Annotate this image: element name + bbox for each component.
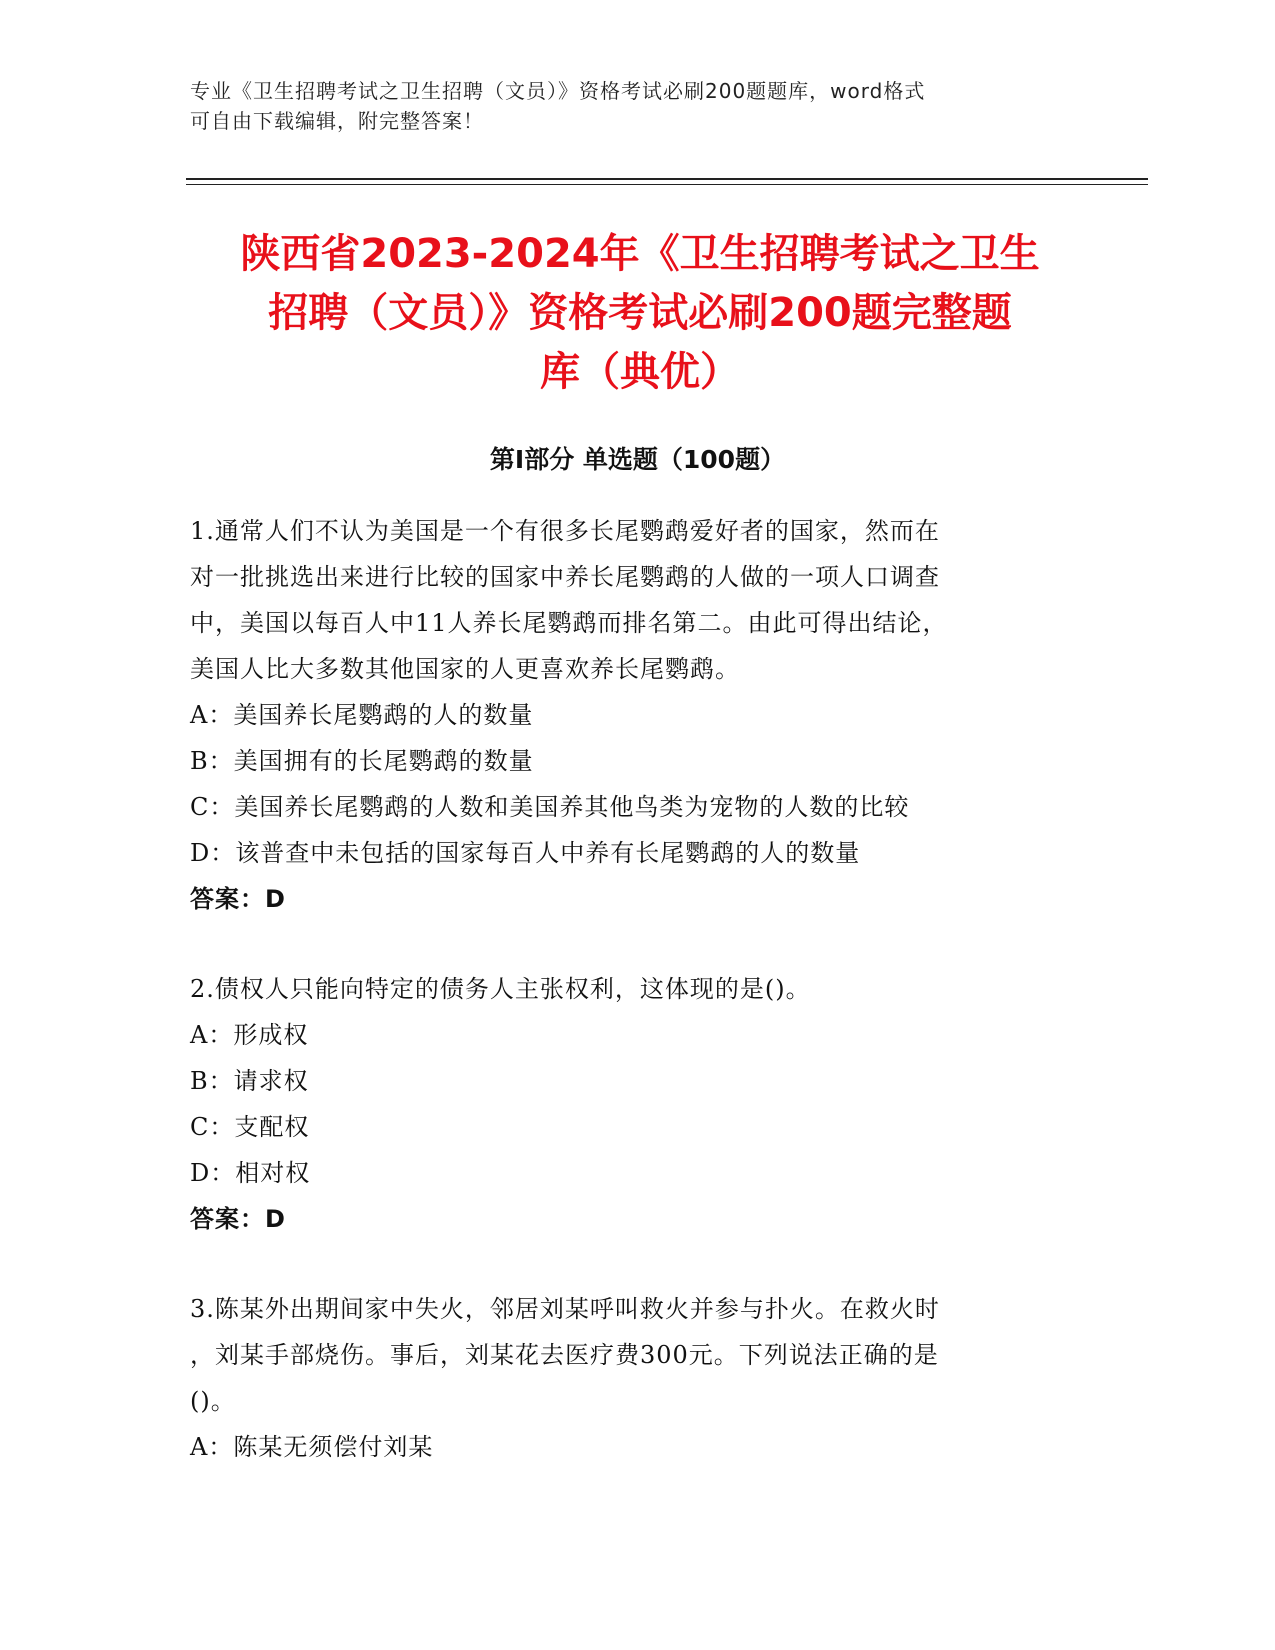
title-line: 库（典优） bbox=[540, 349, 740, 395]
question-block bbox=[190, 1286, 1090, 1470]
header-divider bbox=[186, 184, 1148, 185]
question-stem-line: 3.陈某外出期间家中失火，邻居刘某呼叫救火并参与扑火。在救火时 bbox=[190, 1295, 940, 1323]
question-block bbox=[190, 508, 1090, 922]
option-b: B：请求权 bbox=[190, 1067, 309, 1095]
header-note-line: 专业《卫生招聘考试之卫生招聘（文员）》资格考试必刷200题题库，word格式 bbox=[190, 79, 926, 103]
question-stem-line: ()。 bbox=[190, 1387, 236, 1415]
section-heading: 第I部分 单选题（100题） bbox=[489, 445, 786, 474]
header-note bbox=[190, 76, 1070, 136]
question-stem-line: 2.债权人只能向特定的债务人主张权利，这体现的是()。 bbox=[190, 975, 811, 1003]
title-line: 招聘（文员）》资格考试必刷200题完整题 bbox=[268, 290, 1012, 336]
question-stem-line: 对一批挑选出来进行比较的国家中养长尾鹦鹉的人做的一项人口调查 bbox=[190, 563, 940, 591]
document-title bbox=[160, 225, 1120, 402]
option-c: C：支配权 bbox=[190, 1113, 310, 1141]
option-a: A：形成权 bbox=[190, 1021, 309, 1049]
header-divider bbox=[186, 178, 1148, 180]
title-line: 陕西省2023-2024年《卫生招聘考试之卫生 bbox=[240, 231, 1040, 277]
option-b: B：美国拥有的长尾鹦鹉的数量 bbox=[190, 747, 534, 775]
header-note-line: 可自由下载编辑，附完整答案！ bbox=[190, 109, 484, 133]
option-a: A：美国养长尾鹦鹉的人的数量 bbox=[190, 701, 534, 729]
option-a: A：陈某无须偿付刘某 bbox=[190, 1433, 434, 1461]
answer-line: 答案：D bbox=[190, 885, 286, 913]
option-d: D：相对权 bbox=[190, 1159, 311, 1187]
question-stem-line: ，刘某手部烧伤。事后，刘某花去医疗费300元。下列说法正确的是 bbox=[190, 1341, 939, 1369]
option-c: C：美国养长尾鹦鹉的人数和美国养其他鸟类为宠物的人数的比较 bbox=[190, 793, 910, 821]
option-d: D：该普查中未包括的国家每百人中养有长尾鹦鹉的人的数量 bbox=[190, 839, 861, 867]
question-stem-line: 美国人比大多数其他国家的人更喜欢养长尾鹦鹉。 bbox=[190, 655, 740, 683]
answer-line: 答案：D bbox=[190, 1205, 286, 1233]
question-stem-line: 1.通常人们不认为美国是一个有很多长尾鹦鹉爱好者的国家，然而在 bbox=[190, 517, 940, 545]
question-stem-line: 中，美国以每百人中11人养长尾鹦鹉而排名第二。由此可得出结论， bbox=[190, 609, 948, 637]
question-block bbox=[190, 966, 1090, 1242]
